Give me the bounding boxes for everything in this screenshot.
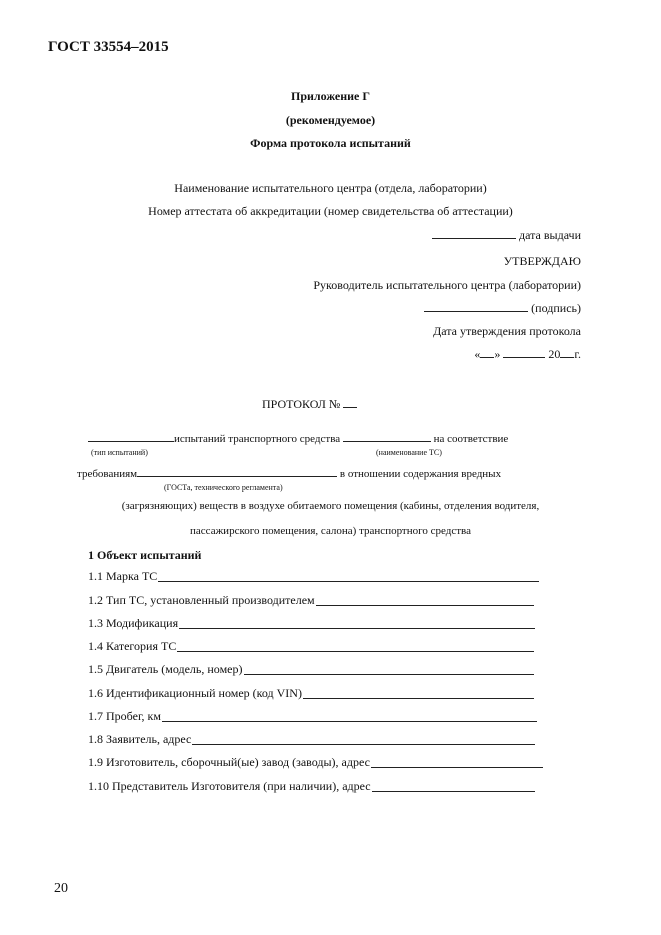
vehicle-name-blank (343, 432, 431, 442)
year-prefix: 20 (548, 347, 561, 361)
field-1-2 (88, 594, 534, 606)
field-1-6-blank[interactable] (303, 688, 534, 699)
caption-vehicle-name: (наименование ТС) (376, 448, 442, 457)
field-1-8 (88, 733, 535, 745)
field-1-5-label: 1.5 Двигатель (модель, номер) (88, 662, 243, 676)
field-1-9-label: 1.9 Изготовитель, сборочный(ые) завод (заводы), адрес (88, 755, 370, 769)
signature-label: (подпись) (531, 301, 581, 315)
test-type-blank (88, 432, 174, 442)
field-1-2-blank[interactable] (316, 595, 534, 606)
appendix-status: (рекомендуемое) (285, 113, 376, 127)
approve-label: УТВЕРЖДАЮ (503, 254, 581, 268)
field-1-4-blank[interactable] (177, 641, 534, 652)
protocol-number-blank (343, 398, 357, 408)
field-1-10-blank[interactable] (372, 781, 535, 792)
protocol-title-text: ПРОТОКОЛ № (262, 397, 341, 411)
date-quote-close: » (494, 347, 501, 361)
field-1-10-label: 1.10 Представитель Изготовителя (при наличии), адрес (88, 779, 371, 793)
field-1-1-label: 1.1 Марка ТС (88, 569, 158, 583)
protocol-line-1 (88, 432, 508, 445)
appendix-title: Приложение Г (290, 89, 370, 103)
issue-date-label: дата выдачи (519, 228, 581, 242)
page-number: 20 (54, 881, 68, 896)
signature-row (424, 302, 581, 314)
field-1-6 (88, 687, 534, 699)
protocol-line-2 (77, 467, 501, 480)
field-1-6-label: 1.6 Идентификационный номер (код VIN) (88, 686, 302, 700)
protocol-line-2-start: требованиям (77, 468, 138, 480)
field-1-7 (88, 710, 537, 722)
month-blank (503, 348, 545, 358)
day-blank (480, 348, 494, 358)
field-1-7-blank[interactable] (162, 711, 537, 722)
field-1-9-blank[interactable] (371, 757, 543, 768)
field-1-5 (88, 663, 534, 675)
standard-blank (137, 467, 337, 477)
caption-test-type: (тип испытаний) (91, 448, 148, 457)
field-1-10 (88, 780, 535, 792)
field-1-1-blank[interactable] (158, 571, 539, 582)
lab-name: Наименование испытательного центра (отдела, лаборатории) (174, 181, 487, 195)
field-1-2-label: 1.2 Тип ТС, установленный производителем (88, 593, 315, 607)
field-1-4-label: 1.4 Категория ТС (88, 639, 177, 653)
protocol-line-1-text: испытаний транспортного средства (174, 433, 341, 445)
approval-date-row (474, 348, 581, 360)
signature-blank (424, 302, 528, 312)
field-1-1 (88, 570, 539, 582)
field-1-5-blank[interactable] (244, 664, 535, 675)
protocol-line-4: пассажирского помещения, салона) транспортного средства (190, 525, 471, 537)
approval-head: Руководитель испытательного центра (лаборатории) (313, 278, 581, 292)
protocol-line-2-end: в отношении содержания вредных (339, 468, 502, 480)
caption-standard: (ГОСТа, технического регламента) (164, 483, 283, 492)
appendix-subtitle: Форма протокола испытаний (250, 136, 411, 150)
standard-header: ГОСТ 33554–2015 (48, 39, 169, 55)
date-quote-open: « (474, 347, 481, 361)
issue-date-blank (432, 229, 516, 239)
field-1-3-blank[interactable] (179, 618, 535, 629)
protocol-line-1-end: на соответствие (433, 433, 509, 445)
year-suffix: г. (574, 347, 581, 361)
approval-date-label: Дата утверждения протокола (433, 324, 581, 338)
year-blank (560, 348, 574, 358)
field-1-7-label: 1.7 Пробег, км (88, 709, 161, 723)
issue-date-row (432, 229, 581, 241)
field-1-3-label: 1.3 Модификация (88, 616, 179, 630)
lab-certificate: Номер аттестата об аккредитации (номер свидетельства об аттестации) (148, 204, 513, 218)
field-1-3 (88, 617, 535, 629)
field-1-8-label: 1.8 Заявитель, адрес (88, 732, 192, 746)
field-1-4 (88, 640, 534, 652)
protocol-title (262, 398, 357, 410)
section-1-heading: 1 Объект испытаний (88, 548, 202, 562)
field-1-8-blank[interactable] (192, 734, 535, 745)
protocol-line-3: (загрязняющих) веществ в воздухе обитаемого помещения (кабины, отделения водителя, (121, 500, 540, 512)
field-1-9 (88, 756, 543, 768)
